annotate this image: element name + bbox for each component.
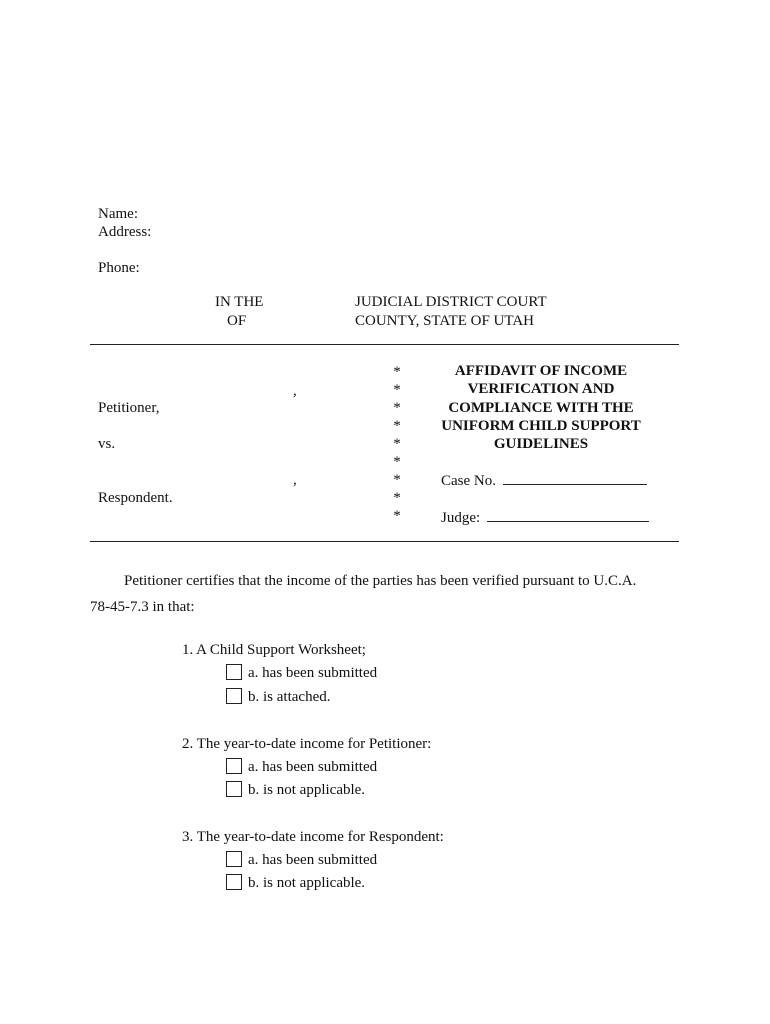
caption-separator: * (393, 418, 401, 434)
item3-option-a-checkbox[interactable] (226, 851, 242, 867)
title-line: UNIFORM CHILD SUPPORT (441, 417, 641, 434)
respondent-comma: , (293, 472, 297, 488)
item1-option-a-checkbox[interactable] (226, 664, 242, 680)
petitioner-label: Petitioner, (98, 400, 160, 416)
item1-option-a-label: a. has been submitted (248, 665, 378, 681)
caption-separator: * (393, 508, 401, 524)
caption-separator: * (393, 382, 401, 398)
court-of: OF (227, 313, 247, 329)
title-line: GUIDELINES (493, 436, 589, 453)
caption-separator: * (393, 436, 401, 452)
item1-option-b-label: b. is attached. (248, 689, 331, 705)
item3-option-b-label: b. is not applicable. (248, 875, 366, 891)
intro-line-2: 78-45-7.3 in that: (90, 599, 195, 615)
judge-field[interactable] (441, 507, 649, 527)
caption-separator: * (393, 364, 401, 380)
address-label: Address: (98, 224, 152, 240)
caption-separator: * (393, 400, 401, 416)
phone-label: Phone: (98, 260, 140, 276)
name-label: Name: (98, 206, 138, 222)
item2-option-a-label: a. has been submitted (248, 759, 378, 775)
item2-option-b-label: b. is not applicable. (248, 782, 366, 798)
item1-option-b-checkbox[interactable] (226, 688, 242, 704)
caption-separator: * (393, 472, 401, 488)
judge-blank[interactable] (487, 507, 649, 522)
item2-option-b-checkbox[interactable] (226, 781, 242, 797)
case-no-field[interactable] (441, 470, 647, 490)
court-in-the: IN THE (215, 294, 264, 310)
vs-label: vs. (98, 436, 116, 452)
petitioner-comma: , (293, 383, 297, 399)
caption-separator: * (393, 490, 401, 506)
item3-option-a-label: a. has been submitted (248, 852, 378, 868)
item-heading: 3. The year-to-date income for Respondent: (182, 829, 444, 845)
court-district: JUDICIAL DISTRICT COURT (355, 294, 547, 310)
respondent-label: Respondent. (98, 490, 173, 506)
title-line: VERIFICATION AND (467, 381, 615, 398)
case-no-label: Case No. (441, 473, 496, 489)
caption-separator: * (393, 454, 401, 470)
court-county-state: COUNTY, STATE OF UTAH (355, 313, 534, 329)
item-heading: 1. A Child Support Worksheet; (182, 642, 366, 658)
intro-line-1: Petitioner certifies that the income of the parties has been verified pursuant to U.C.A. (124, 573, 637, 589)
title-line: COMPLIANCE WITH THE (448, 399, 634, 416)
item2-option-a-checkbox[interactable] (226, 758, 242, 774)
caption-bottom-rule (90, 541, 679, 542)
title-line: AFFIDAVIT OF INCOME (454, 363, 628, 379)
judge-label: Judge: (441, 510, 481, 526)
item3-option-b-checkbox[interactable] (226, 874, 242, 890)
item-heading: 2. The year-to-date income for Petitioner: (182, 736, 432, 752)
affidavit-title (428, 362, 654, 453)
case-no-blank[interactable] (503, 470, 647, 485)
caption-top-rule (90, 344, 679, 345)
